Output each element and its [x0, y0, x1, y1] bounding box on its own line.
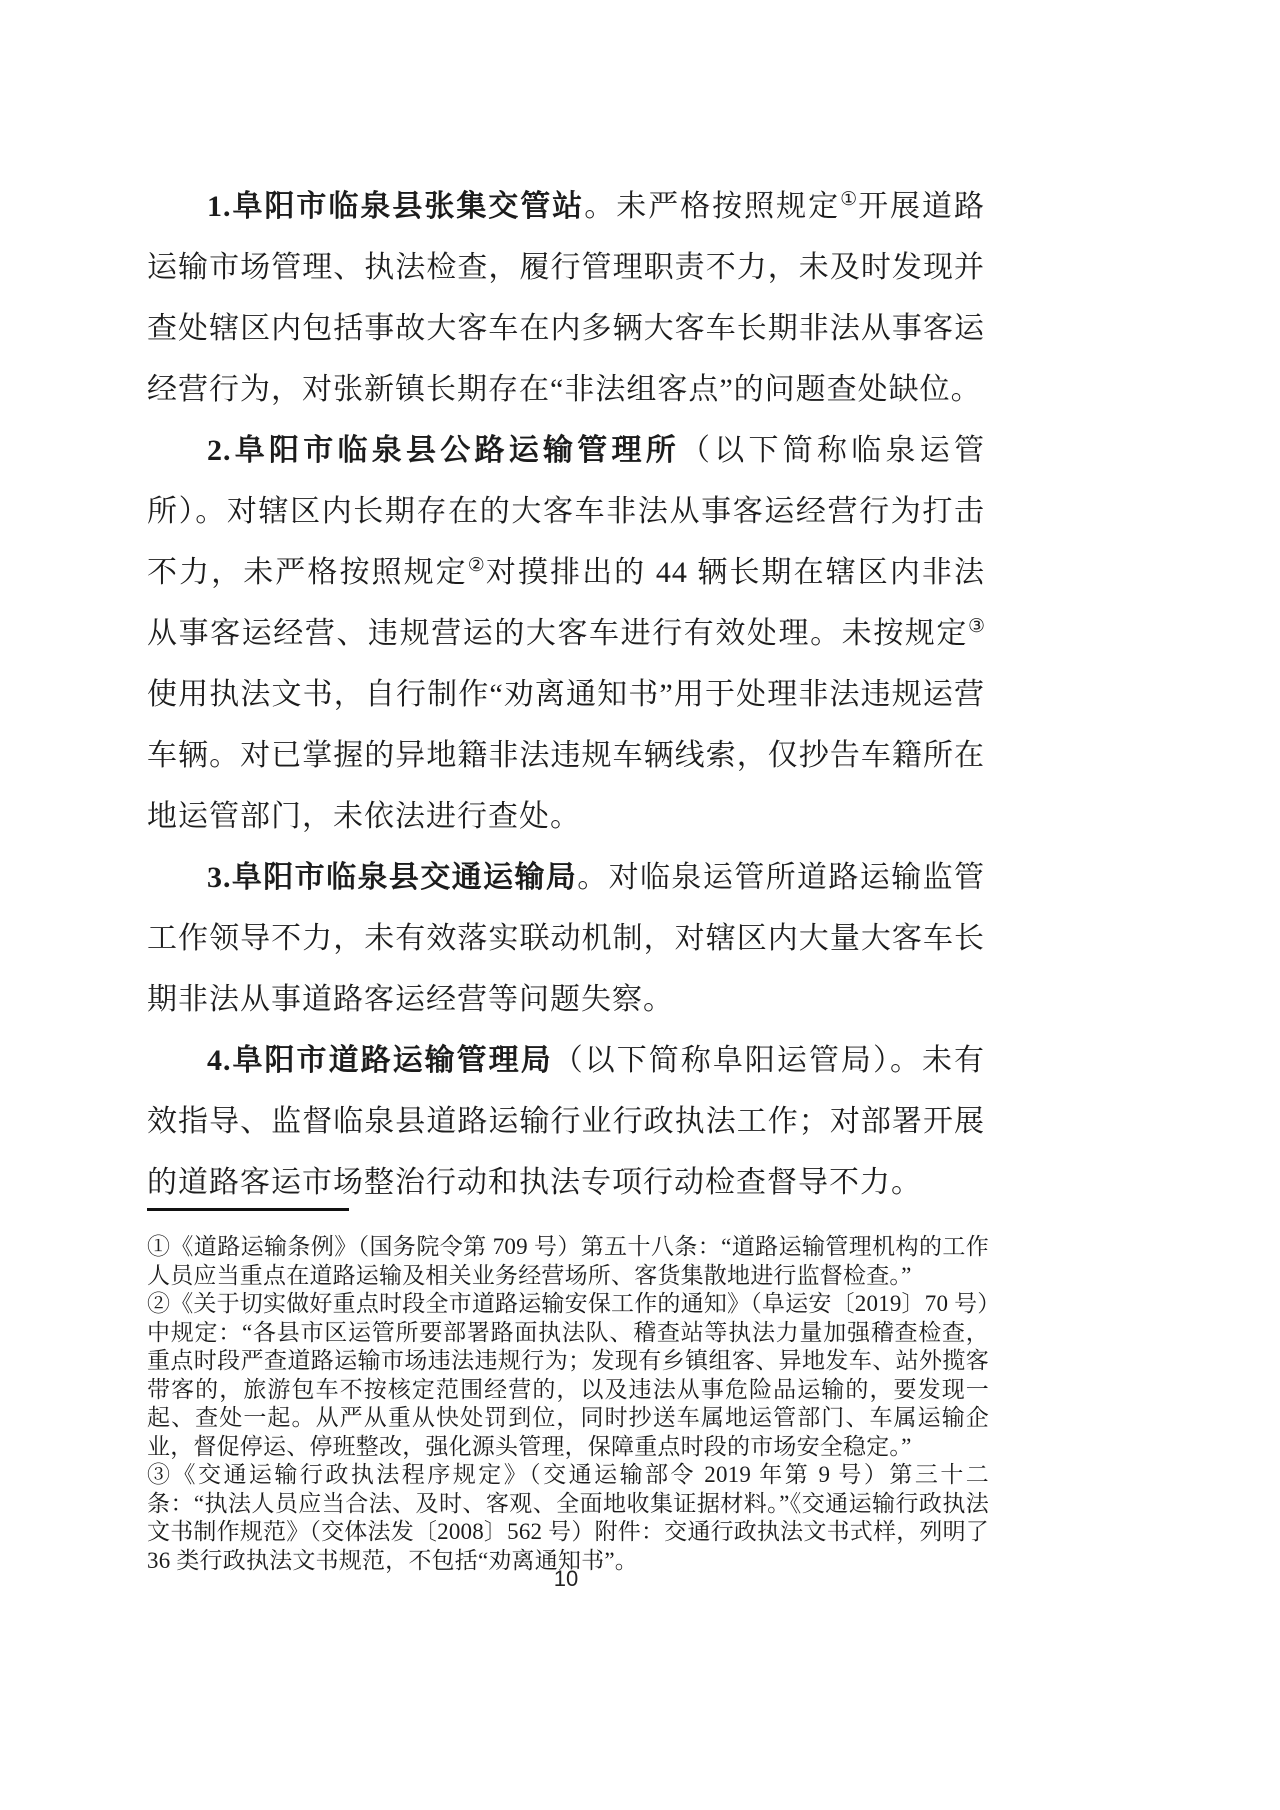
- paragraph-3-heading: 3.阜阳市临泉县交通运输局: [207, 861, 578, 894]
- footnote-1-marker: ①: [147, 1234, 171, 1259]
- footnote-3: [147, 1461, 989, 1575]
- paragraph-4: [147, 1030, 985, 1213]
- paragraph-2-text: （以下简称临泉运管所）。对辖区内长期存在的大客车非法从事客运经营行为打击不力，未严格按照规定: [147, 434, 985, 589]
- paragraph-4-heading: 4.阜阳市道路运输管理局: [207, 1044, 553, 1077]
- main-text-block: [147, 176, 985, 1213]
- paragraph-1-heading: 1.阜阳市临泉县张集交管站: [207, 190, 585, 223]
- footnote-2-text: 《关于切实做好重点时段全市道路运输安保工作的通知》（阜运安〔2019〕70 号）中规定：“各县市区运管所要部署路面执法队、稽查站等执法力量加强稽查检查，重点时段严查道路运输市场违法违规行为；发现有乡镇组客、异地发车、站外揽客带客的，旅游包车不按核定范围经营的，以及违法从事危险品运输的，要发现一起、查处一起。从严从重从快处罚到位，同时抄送车属地运管部门、车属运输企业，督促停运、停班整改，强化源头管理，保障重点时段的市场安全稳定。”: [147, 1291, 989, 1459]
- footnote-2-marker: ②: [147, 1291, 171, 1316]
- footnote-1-text: 《道路运输条例》（国务院令第 709 号）第五十八条：“道路运输管理机构的工作人员应当重点在道路运输及相关业务经营场所、客货集散地进行监督检查。”: [147, 1234, 989, 1288]
- footnote-3-text: 《交通运输行政执法程序规定》（交通运输部令 2019 年第 9 号）第三十二条：“执法人员应当合法、及时、客观、全面地收集证据材料。”《交通运输行政执法文书制作规范》（交体法发〔2008〕562 号）附件：交通行政执法文书式样，列明了 36 类行政执法文书规范，不包括“劝离通知书”。: [147, 1462, 989, 1573]
- paragraph-2-heading: 2.阜阳市临泉县公路运输管理所: [207, 434, 680, 467]
- footnote-divider: [147, 1208, 349, 1211]
- footnote-3-marker: ③: [147, 1462, 173, 1487]
- paragraph-2-text-end: 使用执法文书，自行制作“劝离通知书”用于处理非法违规运营车辆。对已掌握的异地籍非法违规车辆线索，仅抄告车籍所在地运管部门，未依法进行查处。: [147, 678, 985, 833]
- paragraph-2: [147, 420, 985, 847]
- paragraph-1-text: 。未严格按照规定: [584, 190, 841, 223]
- paragraph-3-text: 。对临泉运管所道路运输监管工作领导不力，未有效落实联动机制，对辖区内大量大客车长期非法从事道路客运经营等问题失察。: [147, 861, 985, 1016]
- paragraph-3: [147, 847, 985, 1030]
- footnote-ref-1-icon: ①: [840, 189, 859, 210]
- footnote-1: [147, 1233, 989, 1290]
- paragraph-2-text-cont: 对摸排出的 44 辆长期在辖区内非法从事客运经营、违规营运的大客车进行有效处理。未按规定: [147, 556, 986, 650]
- footnote-2: [147, 1290, 989, 1461]
- footnote-ref-3-icon: ③: [967, 616, 985, 637]
- paragraph-4-text: （以下简称阜阳运管局）。未有效指导、监督临泉县道路运输行业行政执法工作；对部署开展的道路客运市场整治行动和执法专项行动检查督导不力。: [147, 1044, 986, 1199]
- paragraph-1: [147, 176, 985, 420]
- footnote-ref-2-icon: ②: [467, 555, 486, 576]
- page-number: 10: [553, 1566, 579, 1591]
- paragraph-1-text-cont: 开展道路运输市场管理、执法检查，履行管理职责不力，未及时发现并查处辖区内包括事故大客车在内多辆大客车长期非法从事客运经营行为，对张新镇长期存在“非法组客点”的问题查处缺位。: [147, 190, 986, 406]
- footnote-section: [147, 1208, 989, 1575]
